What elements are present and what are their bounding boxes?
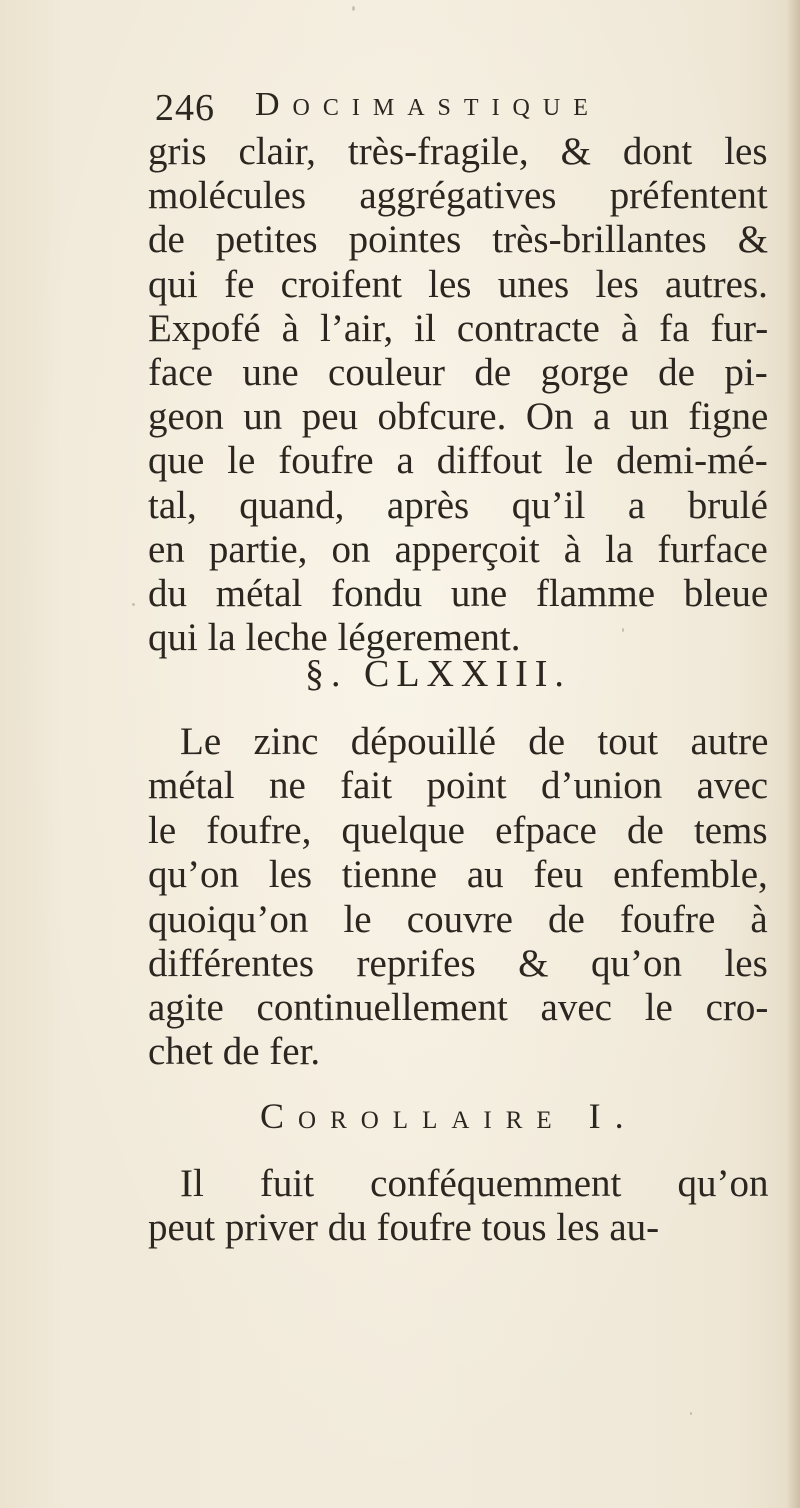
paper-speck bbox=[622, 628, 624, 632]
text-line: chet de fer. bbox=[148, 1030, 321, 1073]
text-line: du métal fondu une flamme bleue bbox=[148, 572, 769, 615]
text-line: qui la leche légerement. bbox=[148, 616, 521, 659]
paper-speck bbox=[352, 6, 355, 11]
text-line: quoiqu’on le couvre de foufre à bbox=[148, 898, 768, 941]
text-line: qu’on les tienne au feu enfemble, bbox=[148, 853, 768, 896]
text-line: différentes reprifes & qu’on les bbox=[148, 942, 768, 985]
text-line: que le foufre a diffout le demi-mé- bbox=[148, 439, 768, 482]
running-title: Docimastique bbox=[255, 86, 601, 123]
paper-speck bbox=[132, 603, 135, 606]
text-line: tal, quand, après qu’il a brulé bbox=[148, 484, 768, 527]
text-line: peut priver du foufre tous les au- bbox=[148, 1206, 660, 1249]
text-line: agite continuellement avec le cro- bbox=[148, 986, 769, 1029]
text-line: le foufre, quelque efpace de tems bbox=[148, 809, 768, 852]
text-line: en partie, on apperçoit à la furface bbox=[148, 528, 768, 571]
text-line: geon un peu obfcure. On a un figne bbox=[148, 395, 769, 438]
page-header bbox=[155, 82, 655, 130]
text-line: gris clair, très-fragile, & dont les bbox=[148, 130, 768, 173]
text-line: molécules aggrégatives préfentent bbox=[148, 174, 768, 217]
page-edge-shadow bbox=[786, 0, 800, 1508]
text-line: face une couleur de gorge de pi- bbox=[148, 351, 768, 394]
text-line: Il fuit conféquemment qu’on bbox=[180, 1162, 769, 1205]
paper-speck bbox=[690, 1412, 692, 1415]
text-line: Le zinc dépouillé de tout autre bbox=[180, 720, 769, 763]
text-line: métal ne fait point d’union avec bbox=[148, 764, 769, 807]
text-line: qui fe croifent les unes les autres. bbox=[148, 263, 768, 306]
page-number: 246 bbox=[155, 87, 215, 129]
section-heading: §. CLXXIII. bbox=[305, 653, 571, 695]
corollary-heading: Corollaire I. bbox=[260, 1096, 638, 1136]
text-line: Expofé à l’air, il contracte à fa fur- bbox=[148, 307, 769, 350]
text-line: de petites pointes très-brillantes & bbox=[148, 218, 769, 261]
